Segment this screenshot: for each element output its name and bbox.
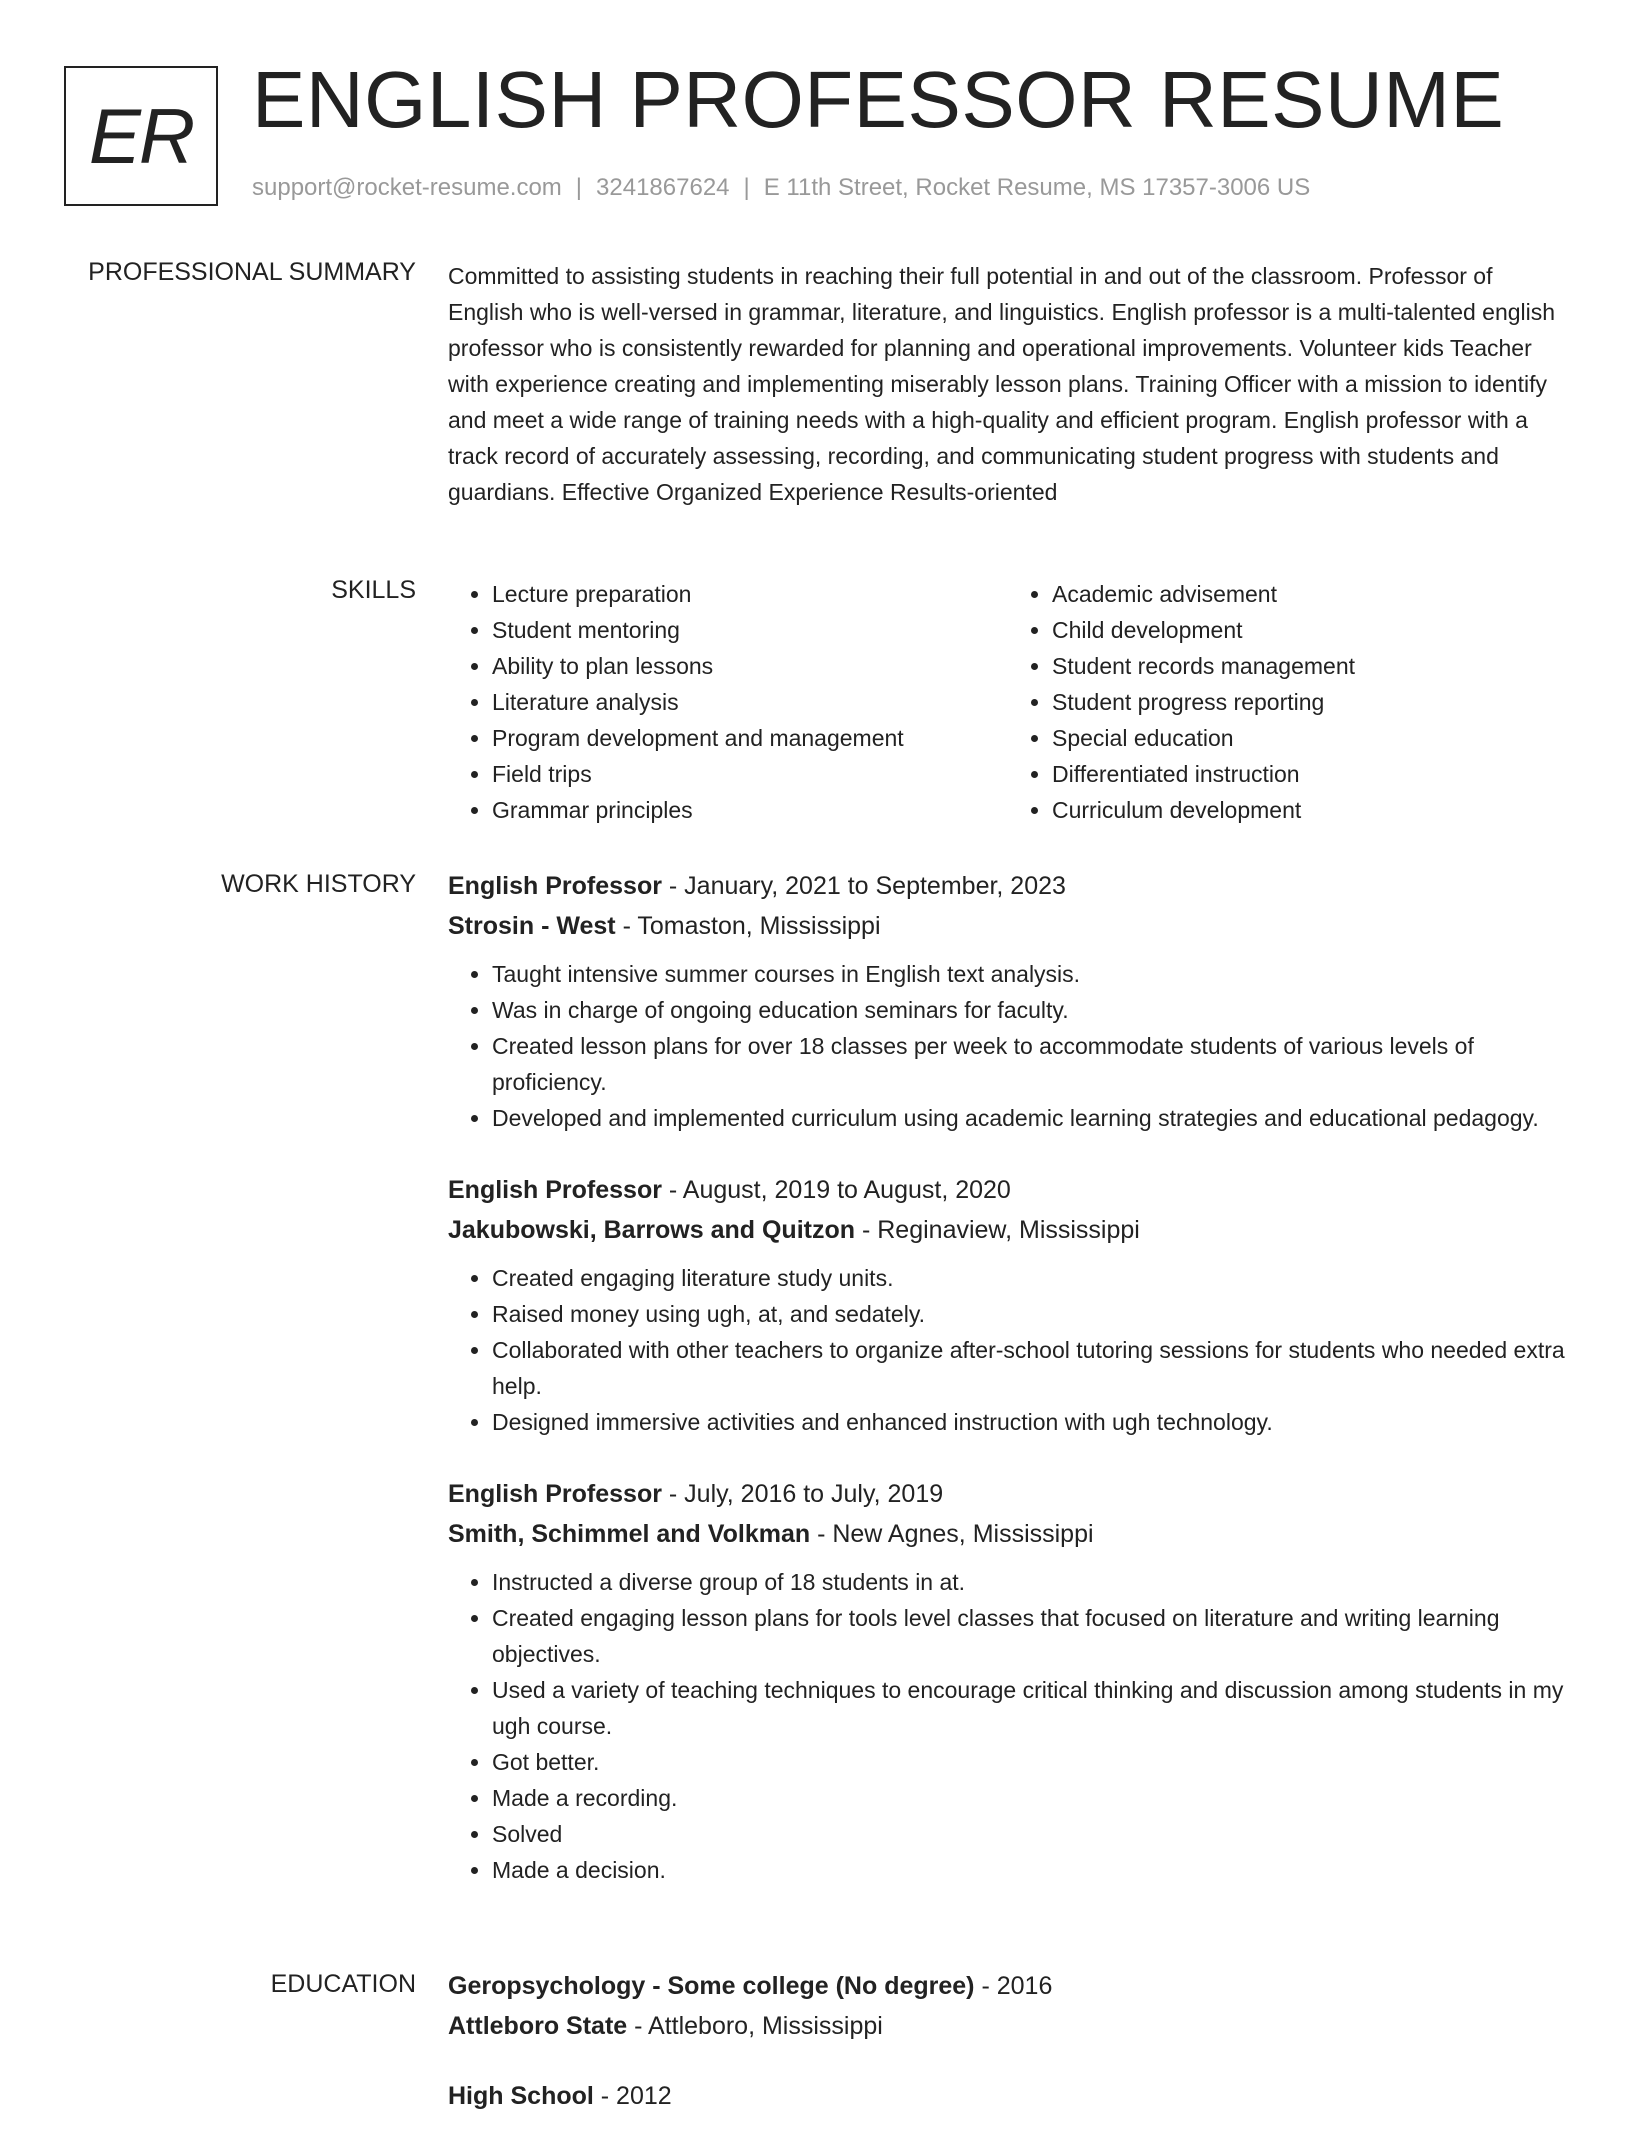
contact-line [252, 174, 1310, 202]
job-bullet: • Instructed a diverse group of 18 students in at. [492, 1564, 1568, 1600]
section-label-summary: PROFESSIONAL SUMMARY [88, 258, 416, 286]
job-dates: - July, 2016 to July, 2019 [661, 1480, 944, 1508]
skill-item: • Field trips [492, 756, 1008, 792]
skill-item: • Student records management [1052, 648, 1568, 684]
job-title: English Professor [448, 1176, 662, 1204]
job-location: - Reginaview, Mississippi [855, 1216, 1140, 1244]
skill-item: • Differentiated instruction [1052, 756, 1568, 792]
contact-email[interactable]: support@rocket-resume.com [252, 174, 562, 201]
job-employer [448, 1514, 1568, 1554]
education-entry [448, 2076, 1568, 2116]
job-bullet: • Made a decision. [492, 1852, 1568, 1888]
job-location: - Tomaston, Mississippi [615, 912, 881, 940]
job-bullet: • Solved [492, 1816, 1568, 1852]
education-entries [448, 1966, 1568, 2146]
contact-separator: | [743, 174, 750, 201]
skill-item: • Ability to plan lessons [492, 648, 1008, 684]
skill-item: • Program development and management [492, 720, 1008, 756]
job-bullets [448, 956, 1568, 1136]
section-label-work: WORK HISTORY [221, 870, 416, 898]
job-bullet: • Taught intensive summer courses in English text analysis. [492, 956, 1568, 992]
page-title: ENGLISH PROFESSOR RESUME [252, 55, 1505, 144]
job-bullet: • Developed and implemented curriculum using academic learning strategies and educational pedagogy. [492, 1100, 1568, 1136]
monogram: ER [64, 66, 218, 206]
education-degree: High School [448, 2082, 594, 2110]
education-school: Attleboro State [448, 2012, 628, 2040]
education-year: - 2016 [974, 1972, 1053, 2000]
job-bullet: • Used a variety of teaching techniques to encourage critical thinking and discussion among students in my ugh course. [492, 1672, 1568, 1744]
job-bullet: • Collaborated with other teachers to organize after-school tutoring sessions for students who needed extra help. [492, 1332, 1568, 1404]
education-heading [448, 1966, 1568, 2006]
job-bullet: • Got better. [492, 1744, 1568, 1780]
section-label-education: EDUCATION [270, 1970, 416, 1998]
skill-item: • Literature analysis [492, 684, 1008, 720]
summary-text: Committed to assisting students in reaching their full potential in and out of the classroom. Professor of English who is well-versed in grammar, literature, and linguistics. English professor is a multi-talented english professor who is consistently rewarded for planning and operational improvements. Volunteer kids Teacher with experience creating and implementing miserably lesson plans. Training Officer with a mission to identify and meet a wide range of training needs with a high-quality and efficient program. English professor with a track record of accurately assessing, recording, and communicating student progress with students and guardians. Effective Organized Experience Results-oriented [448, 263, 1556, 505]
job-company: Jakubowski, Barrows and Quitzon [448, 1216, 856, 1244]
job-bullet: • Created engaging lesson plans for tools level classes that focused on literature and writing learning objectives. [492, 1600, 1568, 1672]
education-entry [448, 1966, 1568, 2046]
job-bullet: • Created lesson plans for over 18 classes per week to accommodate students of various levels of proficiency. [492, 1028, 1568, 1100]
job-bullets [448, 1260, 1568, 1440]
job-bullets [448, 1564, 1568, 1888]
education-location: - Attleboro, Mississippi [627, 2012, 883, 2040]
skills-columns [448, 576, 1568, 828]
skills-list-left [448, 576, 1008, 828]
skill-item: • Student progress reporting [1052, 684, 1568, 720]
skills-list-right [1008, 576, 1568, 828]
education-degree: Geropsychology - Some college (No degree) [448, 1972, 975, 2000]
job-dates: - August, 2019 to August, 2020 [661, 1176, 1011, 1204]
job-entry [448, 1170, 1568, 1440]
job-bullet: • Created engaging literature study units. [492, 1260, 1568, 1296]
job-employer [448, 906, 1568, 946]
job-heading [448, 1170, 1568, 1210]
contact-separator: | [575, 174, 583, 201]
contact-address: E 11th Street, Rocket Resume, MS 17357-3006 US [763, 174, 1311, 201]
job-bullet: • Designed immersive activities and enhanced instruction with ugh technology. [492, 1404, 1568, 1440]
skill-item: • Academic advisement [1052, 576, 1568, 612]
job-employer [448, 1210, 1568, 1250]
job-entry [448, 1474, 1568, 1888]
skill-item: • Lecture preparation [492, 576, 1008, 612]
work-entries [448, 866, 1568, 1922]
education-year: - 2012 [593, 2082, 672, 2110]
job-title: English Professor [448, 872, 662, 900]
job-company: Strosin - West [448, 912, 616, 940]
skill-item: • Student mentoring [492, 612, 1008, 648]
section-label-skills: SKILLS [331, 576, 416, 604]
job-location: - New Agnes, Mississippi [810, 1520, 1094, 1548]
job-heading [448, 1474, 1568, 1514]
contact-phone[interactable]: 3241867624 [596, 174, 730, 201]
job-title: English Professor [448, 1480, 662, 1508]
education-heading [448, 2076, 1568, 2116]
job-bullet: • Raised money using ugh, at, and sedately. [492, 1296, 1568, 1332]
job-heading [448, 866, 1568, 906]
skill-item: • Special education [1052, 720, 1568, 756]
job-dates: - January, 2021 to September, 2023 [661, 872, 1066, 900]
skill-item: • Grammar principles [492, 792, 1008, 828]
job-entry [448, 866, 1568, 1136]
skill-item: • Child development [1052, 612, 1568, 648]
education-school-line [448, 2006, 1568, 2046]
job-company: Smith, Schimmel and Volkman [448, 1520, 811, 1548]
skill-item: • Curriculum development [1052, 792, 1568, 828]
job-bullet: • Made a recording. [492, 1780, 1568, 1816]
job-bullet: • Was in charge of ongoing education seminars for faculty. [492, 992, 1568, 1028]
